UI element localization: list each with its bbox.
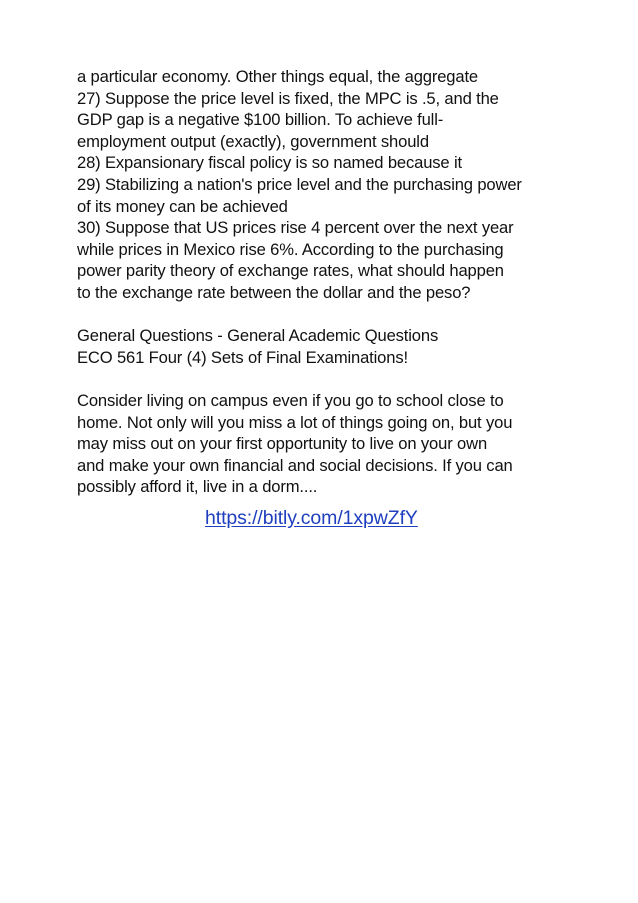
question-27-line: 27) Suppose the price level is fixed, the MPC is .5, and the xyxy=(77,88,499,108)
text-line: employment output (exactly), government should xyxy=(77,131,429,151)
text-line: a particular economy. Other things equal, the aggregate xyxy=(77,67,479,86)
spacer xyxy=(77,304,577,326)
text-line: to the exchange rate between the dollar and the peso? xyxy=(77,282,471,302)
question-30-line: 30) Suppose that US prices rise 4 percent over the next year xyxy=(77,218,514,238)
advice-block xyxy=(77,390,577,498)
text-line: home. Not only will you miss a lot of things going on, but you xyxy=(77,412,513,432)
info-block xyxy=(77,325,577,368)
spacer xyxy=(77,368,577,390)
text-line: power parity theory of exchange rates, what should happen xyxy=(77,261,504,281)
text-line: may miss out on your first opportunity to live on your own xyxy=(77,434,488,454)
questions-block xyxy=(77,66,577,304)
bitly-link[interactable]: https://bitly.com/1xpwZfY xyxy=(205,506,418,529)
text-line: possibly afford it, live in a dorm.... xyxy=(77,477,318,497)
text-line: while prices in Mexico rise 6%. According to the purchasing xyxy=(77,239,504,259)
text-line: and make your own financial and social decisions. If you can xyxy=(77,455,513,475)
link-container xyxy=(77,506,577,530)
document-page xyxy=(77,66,577,530)
text-line: GDP gap is a negative $100 billion. To achieve full- xyxy=(77,110,444,130)
document-title: ECO 561 Four (4) Sets of Final Examinations! xyxy=(77,347,408,367)
category-line: General Questions - General Academic Questions xyxy=(77,326,439,346)
question-29-line: 29) Stabilizing a nation's price level and the purchasing power xyxy=(77,174,522,194)
text-line: Consider living on campus even if you go to school close to xyxy=(77,390,504,410)
question-28-line: 28) Expansionary fiscal policy is so named because it xyxy=(77,153,462,173)
text-line: of its money can be achieved xyxy=(77,196,288,216)
